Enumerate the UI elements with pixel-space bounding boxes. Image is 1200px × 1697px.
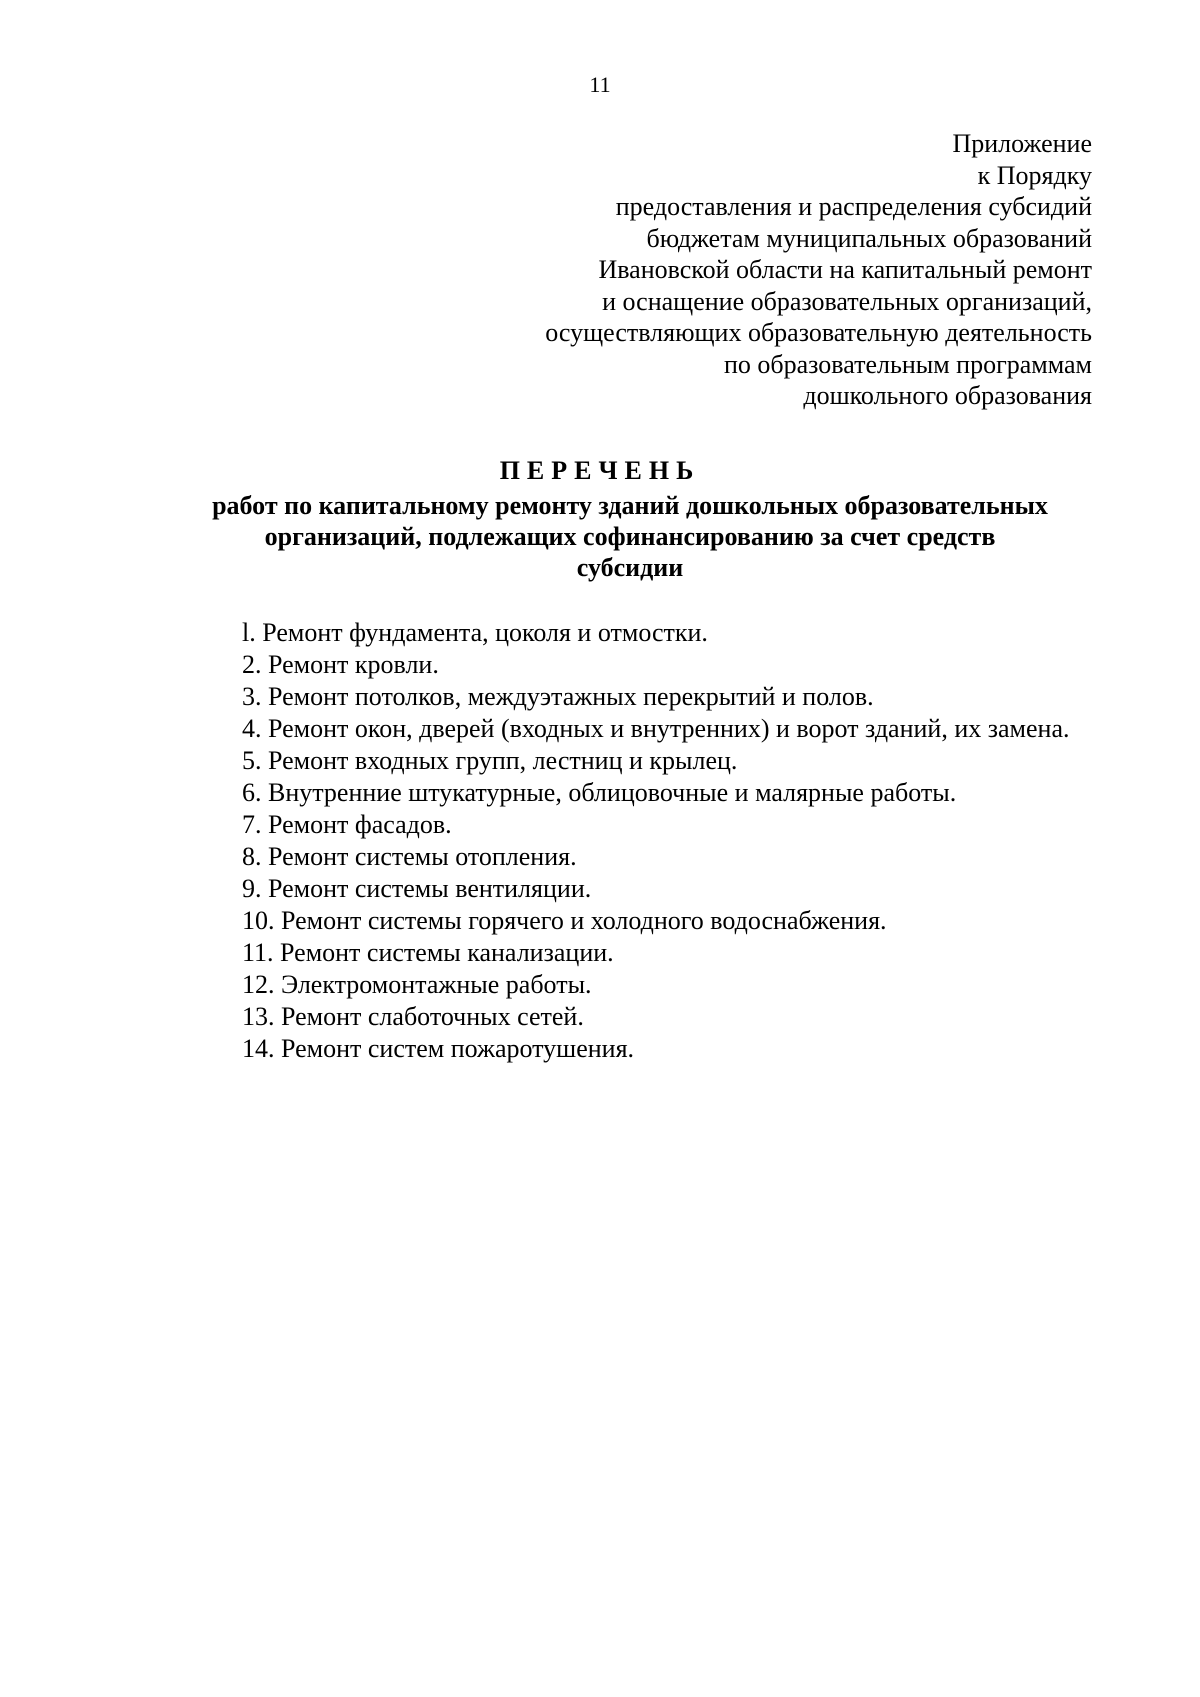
appendix-header-line: к Порядку <box>977 160 1092 190</box>
subtitle-line: субсидии <box>576 553 684 582</box>
list-item: 8. Ремонт системы отопления. <box>242 842 577 871</box>
appendix-header-line: бюджетам муниципальных образований <box>646 223 1092 253</box>
document-title: ПЕРЕЧЕНЬ <box>499 456 701 485</box>
list-item: 7. Ремонт фасадов. <box>242 810 452 839</box>
list-item: 2. Ремонт кровли. <box>242 650 439 679</box>
list-item: 5. Ремонт входных групп, лестниц и крылец. <box>242 746 738 775</box>
appendix-header-line: дошкольного образования <box>803 381 1092 410</box>
appendix-header-line: по образовательным программам <box>723 349 1092 379</box>
list-item: 9. Ремонт системы вентиляции. <box>242 874 592 903</box>
list-item: 14. Ремонт систем пожаротушения. <box>242 1034 635 1063</box>
appendix-header-line: осуществляющих образовательную деятельность <box>545 318 1092 347</box>
appendix-header-line: Ивановской области на капитальный ремонт <box>598 255 1092 284</box>
list-item: 4. Ремонт окон, дверей (входных и внутренних) и ворот зданий, их замена. <box>242 714 1070 743</box>
subtitle-line: организаций, подлежащих софинансированию за счет средств <box>264 522 996 551</box>
appendix-header-line: и оснащение образовательных организаций, <box>602 286 1092 316</box>
list-item: 10. Ремонт системы горячего и холодного водоснабжения. <box>242 906 887 935</box>
document-subtitle <box>170 490 1090 583</box>
subtitle-line: работ по капитальному ремонту зданий дошкольных образовательных <box>212 491 1048 520</box>
list-item: l. Ремонт фундамента, цоколя и отмостки. <box>242 618 708 647</box>
list-item: 12. Электромонтажные работы. <box>242 970 592 999</box>
list-item: 3. Ремонт потолков, междуэтажных перекрытий и полов. <box>242 682 874 711</box>
works-list <box>170 617 1090 1065</box>
page-number: 11 <box>589 72 611 97</box>
list-item: 13. Ремонт слаботочных сетей. <box>242 1002 584 1031</box>
appendix-header-line: Приложение <box>952 129 1092 158</box>
list-item: 6. Внутренние штукатурные, облицовочные и малярные работы. <box>242 778 957 807</box>
appendix-header <box>332 128 1092 412</box>
appendix-header-line: предоставления и распределения субсидий <box>615 192 1092 221</box>
list-item: 11. Ремонт системы канализации. <box>242 938 614 967</box>
